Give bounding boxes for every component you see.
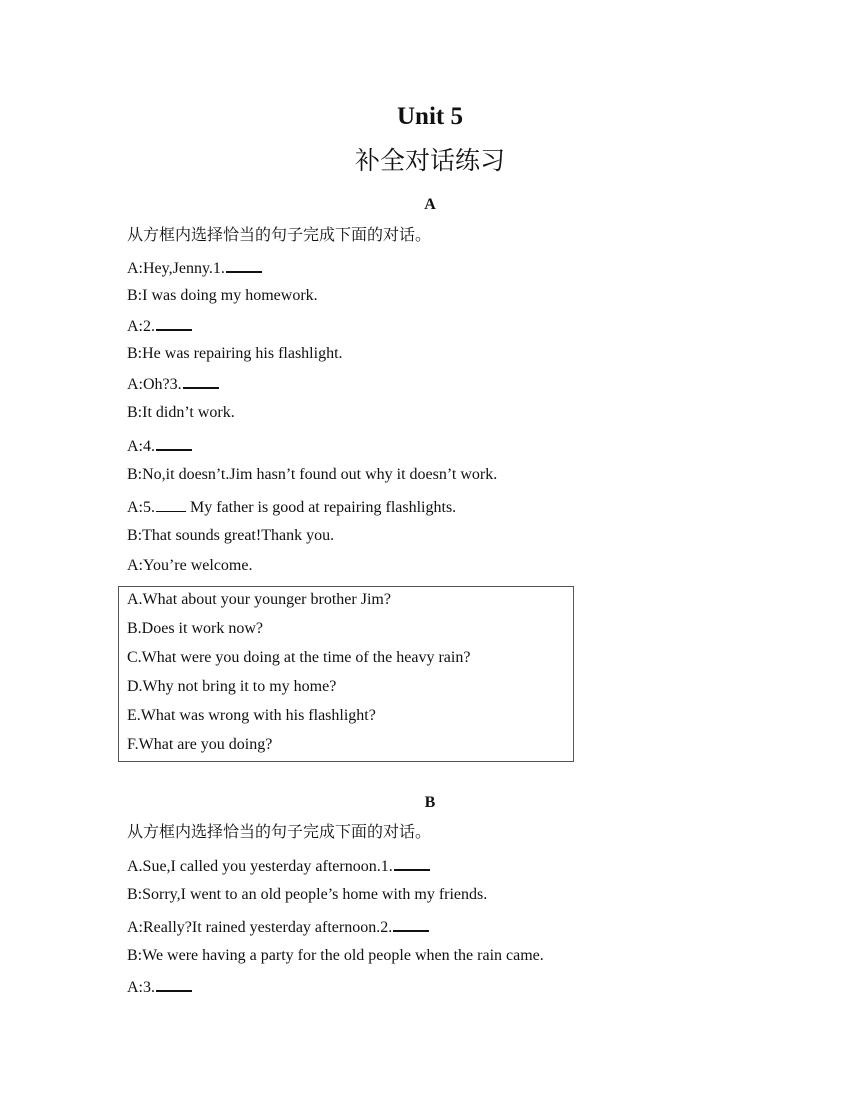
dialogue-line: A:2. bbox=[127, 315, 192, 337]
dialogue-line: B:Sorry,I went to an old people’s home with my friends. bbox=[127, 886, 488, 903]
section-a-instruction: 从方框内选择恰当的句子完成下面的对话。 bbox=[127, 227, 432, 244]
answer-blank[interactable] bbox=[156, 315, 192, 331]
dialogue-line: A:Oh?3. bbox=[127, 373, 219, 395]
option-item: D.Why not bring it to my home? bbox=[127, 678, 337, 695]
dialogue-line: A.Sue,I called you yesterday afternoon.1. bbox=[127, 855, 430, 877]
dialogue-line: B:It didn’t work. bbox=[127, 404, 235, 421]
dialogue-line: B:We were having a party for the old people when the rain came. bbox=[127, 947, 544, 964]
option-item: F.What are you doing? bbox=[127, 736, 273, 753]
answer-blank[interactable] bbox=[393, 916, 429, 932]
dialogue-line: B:No,it doesn’t.Jim hasn’t found out why it doesn’t work. bbox=[127, 466, 498, 483]
dialogue-line: B:I was doing my homework. bbox=[127, 287, 318, 304]
option-item: A.What about your younger brother Jim? bbox=[127, 591, 391, 608]
dialogue-line: A:Hey,Jenny.1. bbox=[127, 257, 262, 279]
option-item: E.What was wrong with his flashlight? bbox=[127, 707, 376, 724]
section-a-label: A bbox=[424, 196, 436, 213]
answer-blank[interactable] bbox=[156, 435, 192, 451]
option-item: C.What were you doing at the time of the heavy rain? bbox=[127, 649, 471, 666]
dialogue-line: A:You’re welcome. bbox=[127, 557, 253, 574]
page-subtitle: 补全对话练习 bbox=[354, 148, 505, 175]
dialogue-line: A:5. My father is good at repairing flashlights. bbox=[127, 499, 457, 516]
answer-blank[interactable] bbox=[394, 855, 430, 871]
dialogue-line: A:Really?It rained yesterday afternoon.2. bbox=[127, 916, 429, 938]
dialogue-line: A:3. bbox=[127, 976, 192, 998]
option-item: B.Does it work now? bbox=[127, 620, 263, 637]
options-box bbox=[118, 586, 574, 762]
answer-blank[interactable] bbox=[183, 373, 219, 389]
answer-blank[interactable] bbox=[156, 497, 186, 512]
section-b-instruction: 从方框内选择恰当的句子完成下面的对话。 bbox=[127, 824, 432, 841]
dialogue-line: A:4. bbox=[127, 435, 192, 457]
answer-blank[interactable] bbox=[156, 976, 192, 992]
dialogue-line: B:He was repairing his flashlight. bbox=[127, 345, 343, 362]
dialogue-line: B:That sounds great!Thank you. bbox=[127, 527, 335, 544]
answer-blank[interactable] bbox=[226, 257, 262, 273]
section-b-label: B bbox=[424, 794, 436, 811]
page-title: Unit 5 bbox=[397, 103, 463, 130]
